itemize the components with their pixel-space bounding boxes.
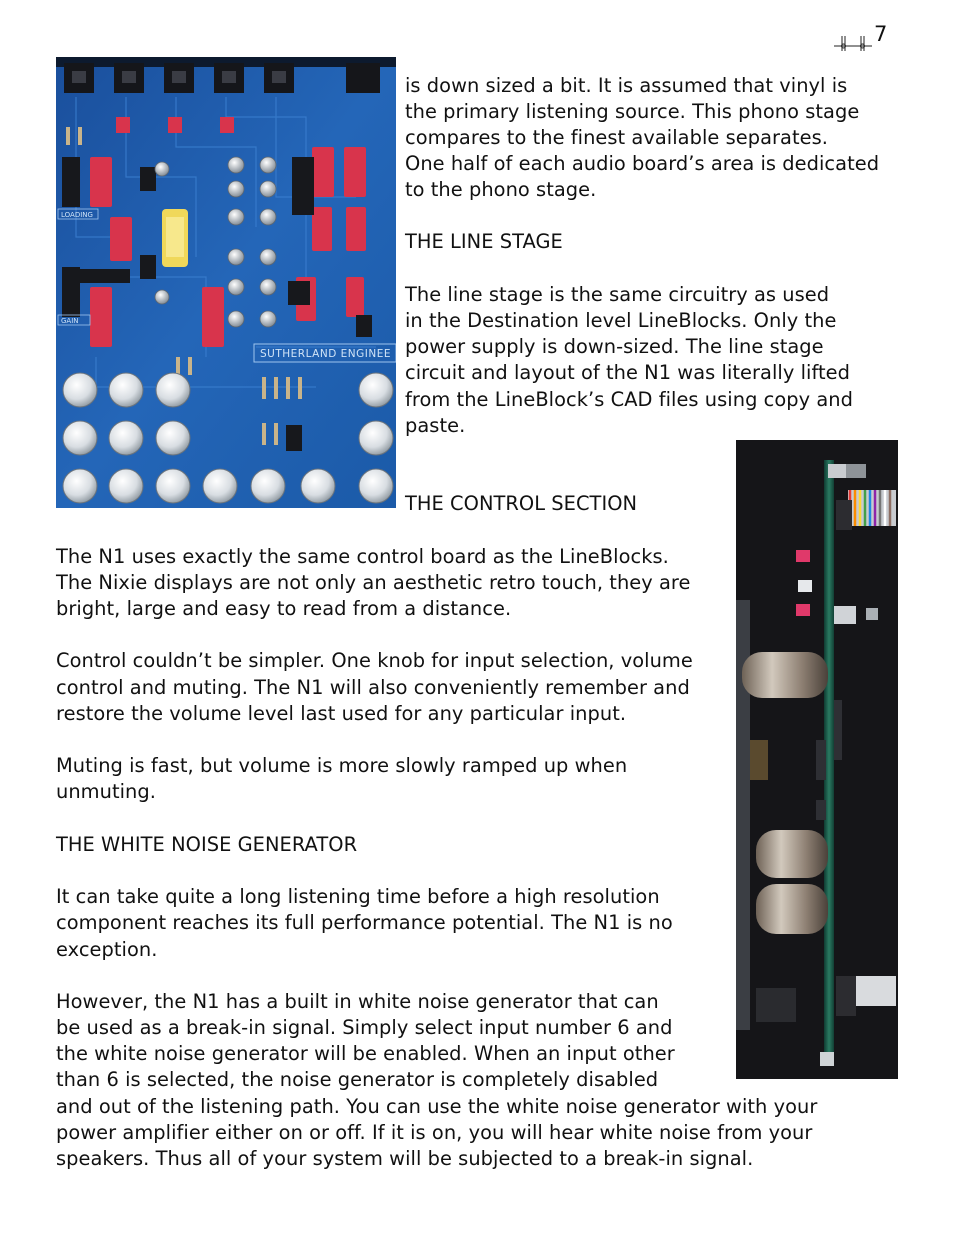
control-line: control and muting. The N1 will also conveniently remember and — [56, 676, 690, 699]
control-line: The Nixie displays are not only an aesthetic retro touch, they are — [56, 571, 691, 594]
white-noise-line: power amplifier either on or off. If it is on, you will hear white noise from your — [56, 1121, 813, 1144]
control-line: Muting is fast, but volume is more slowly ramped up when — [56, 754, 628, 777]
white-noise-line: exception. — [56, 938, 158, 961]
line-stage-line: circuit and layout of the N1 was literally lifted — [405, 361, 850, 384]
white-noise-line: It can take quite a long listening time before a high resolution — [56, 885, 660, 908]
page-ornament-icon — [834, 34, 872, 52]
control-line: bright, large and easy to read from a distance. — [56, 597, 512, 620]
control-line: The N1 uses exactly the same control board as the LineBlocks. — [56, 545, 669, 568]
control-line: Control couldn’t be simpler. One knob for input selection, volume — [56, 649, 693, 672]
white-noise-line: However, the N1 has a built in white noise generator that can — [56, 990, 659, 1013]
intro-line: to the phono stage. — [405, 178, 597, 201]
circuit-board-photo — [56, 57, 396, 508]
line-stage-line: paste. — [405, 414, 466, 437]
line-stage-line: from the LineBlock’s CAD files using copy and — [405, 388, 853, 411]
line-stage-heading: THE LINE STAGE — [405, 230, 563, 253]
white-noise-line: than 6 is selected, the noise generator is completely disabled — [56, 1068, 659, 1091]
line-stage-line: in the Destination level LineBlocks. Only the — [405, 309, 837, 332]
intro-line: the primary listening source. This phono stage — [405, 100, 860, 123]
white-noise-line: be used as a break-in signal. Simply select input number 6 and — [56, 1016, 673, 1039]
white-noise-line: and out of the listening path. You can use the white noise generator with your — [56, 1095, 818, 1118]
page-number: 7 — [874, 22, 888, 46]
intro-line: One half of each audio board’s area is dedicated — [405, 152, 880, 175]
intro-line: is down sized a bit. It is assumed that vinyl is — [405, 74, 848, 97]
intro-line: compares to the finest available separates. — [405, 126, 828, 149]
line-stage-line: The line stage is the same circuitry as used — [405, 283, 830, 306]
line-stage-line: power supply is down-sized. The line stage — [405, 335, 824, 358]
control-line: restore the volume level last used for any particular input. — [56, 702, 627, 725]
loading-label: LOADING — [61, 211, 93, 219]
gain-label: GAIN — [61, 317, 79, 325]
board-caption: SUTHERLAND ENGINEE — [260, 348, 391, 360]
white-noise-line: component reaches its full performance potential. The N1 is no — [56, 911, 673, 934]
control-section-heading: THE CONTROL SECTION — [405, 492, 638, 515]
control-line: unmuting. — [56, 780, 156, 803]
white-noise-line: speakers. Thus all of your system will be subjected to a break-in signal. — [56, 1147, 754, 1170]
control-board-photo — [736, 440, 898, 1079]
white-noise-heading: THE WHITE NOISE GENERATOR — [56, 833, 358, 856]
white-noise-line: the white noise generator will be enabled. When an input other — [56, 1042, 675, 1065]
